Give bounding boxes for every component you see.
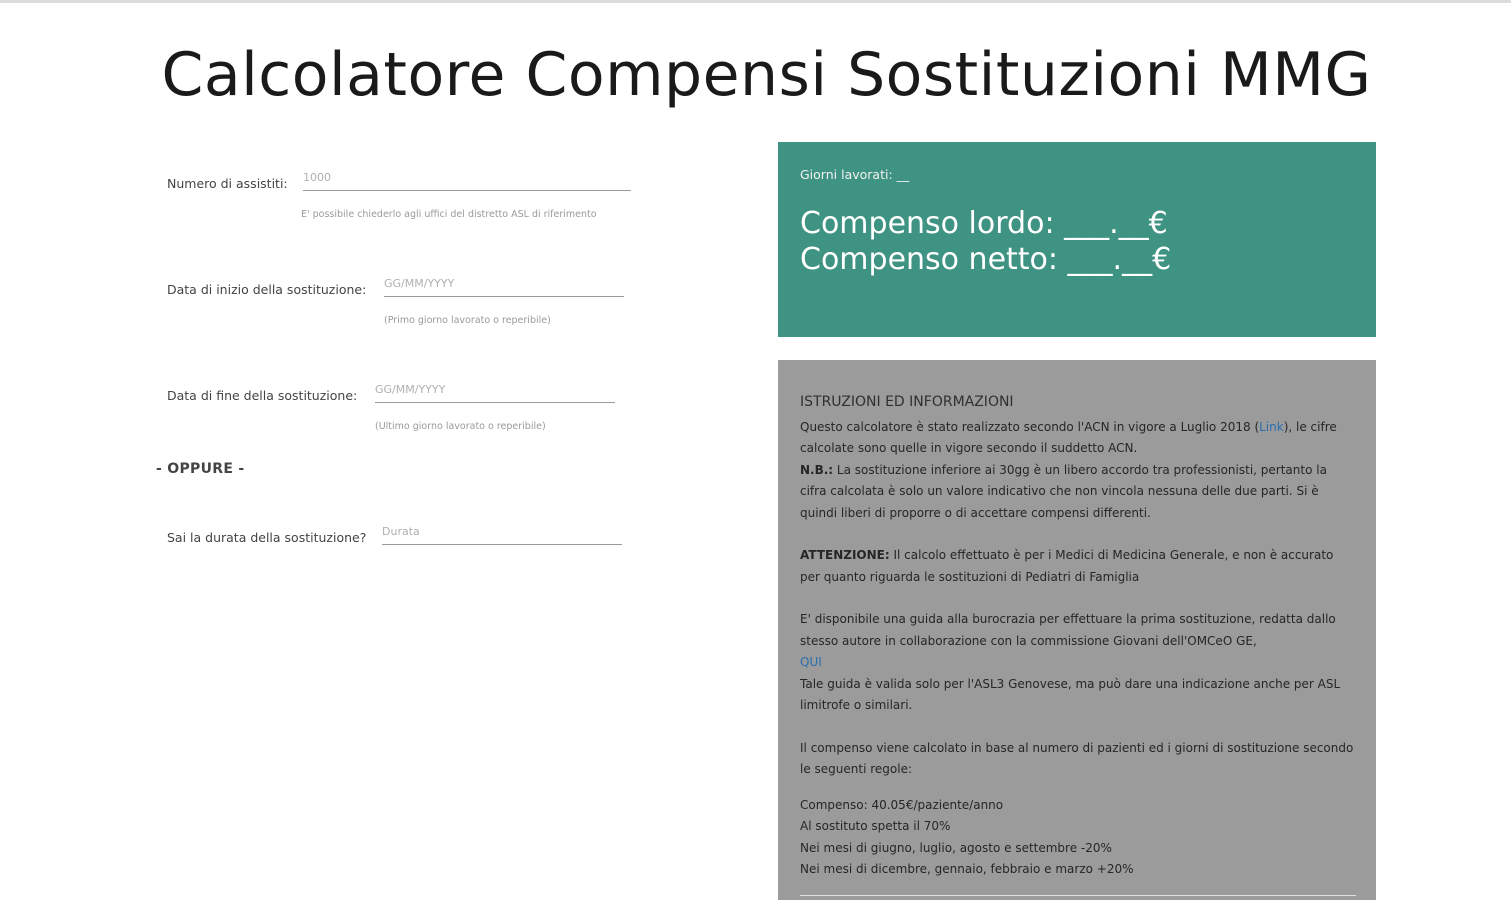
rule-item: Nei mesi di dicembre, gennaio, febbraio e marzo +20%	[800, 862, 1134, 876]
guida-text: E' disponibile una guida alla burocrazia per effettuare la prima sostituzione, redatta dallo stesso autore in collaborazione con la commissione Giovani dell'OMCeO GE,	[800, 612, 1336, 648]
durata-label: Sai la durata della sostituzione?	[167, 530, 367, 545]
attenzione-label: ATTENZIONE:	[800, 548, 890, 562]
rule-item: Compenso: 40.05€/paziente/anno	[800, 797, 1004, 812]
rule-item: Al sostituto spetta il 70%	[800, 819, 951, 833]
regole-intro: Il compenso viene calcolato in base al numero di pazienti ed i giorni di sostituzione secondo le seguenti regole:	[800, 740, 1354, 776]
nb-text: La sostituzione inferiore ai 30gg è un libero accordo tra professionisti, pertanto la cifra calcolata è solo un valore indicativo che non vincola nessuna delle due parti. Si è quindi liberi di proporre o di accettare compensi differenti.	[800, 462, 1327, 520]
data-fine-hint: (Ultimo giorno lavorato o reperibile)	[375, 421, 546, 432]
guida-link[interactable]: QUI	[800, 655, 822, 669]
info-nb-paragraph	[800, 460, 1356, 525]
info-guida-paragraph	[800, 609, 1356, 674]
info-title: ISTRUZIONI ED INFORMAZIONI	[800, 394, 1014, 410]
data-fine-label: Data di fine della sostituzione:	[167, 388, 358, 403]
rule-item: Nei mesi di giugno, luglio, agosto e settembre -20%	[800, 840, 1112, 855]
info-attenzione-paragraph	[800, 545, 1356, 588]
info-acn-tail: ), le cifre calcolate sono quelle in vigore secondo il suddetto ACN.	[800, 419, 1337, 455]
info-divider	[800, 895, 1356, 896]
result-panel	[778, 142, 1376, 337]
info-panel	[778, 360, 1376, 900]
info-acn-text: Questo calcolatore è stato realizzato secondo l'ACN in vigore a Luglio 2018 (	[800, 419, 1260, 434]
info-acn-paragraph	[800, 417, 1356, 460]
data-fine-input[interactable]	[375, 376, 615, 403]
giorni-lavorati: Giorni lavorati: __	[800, 167, 910, 182]
oppure-separator: - OPPURE -	[156, 461, 245, 477]
assistiti-hint: E' possibile chiederlo agli uffici del distretto ASL di riferimento	[301, 209, 597, 220]
durata-input[interactable]	[382, 518, 622, 545]
compenso-netto: Compenso netto: ___.__€	[800, 242, 1172, 277]
attenzione-text: Il calcolo effettuato è per i Medici di Medicina Generale, e non è accurato per quanto riguarda le sostituzioni di Pediatri di Famiglia	[800, 548, 1334, 584]
assistiti-input[interactable]	[303, 164, 631, 191]
page-title: Calcolatore Compensi Sostituzioni MMG	[161, 40, 1372, 110]
data-inizio-hint: (Primo giorno lavorato o reperibile)	[384, 315, 551, 326]
top-border	[0, 0, 1511, 3]
data-inizio-input[interactable]	[384, 270, 624, 297]
acn-link[interactable]: Link	[1259, 419, 1284, 434]
info-content	[800, 392, 1356, 881]
nb-label: N.B.:	[800, 462, 834, 477]
assistiti-label: Numero di assistiti:	[167, 176, 288, 191]
compenso-lordo: Compenso lordo: ___.__€	[800, 206, 1168, 241]
guida-note: Tale guida è valida solo per l'ASL3 Genovese, ma può dare una indicazione anche per ASL limitrofe o similari.	[800, 676, 1341, 712]
data-inizio-label: Data di inizio della sostituzione:	[167, 282, 367, 297]
